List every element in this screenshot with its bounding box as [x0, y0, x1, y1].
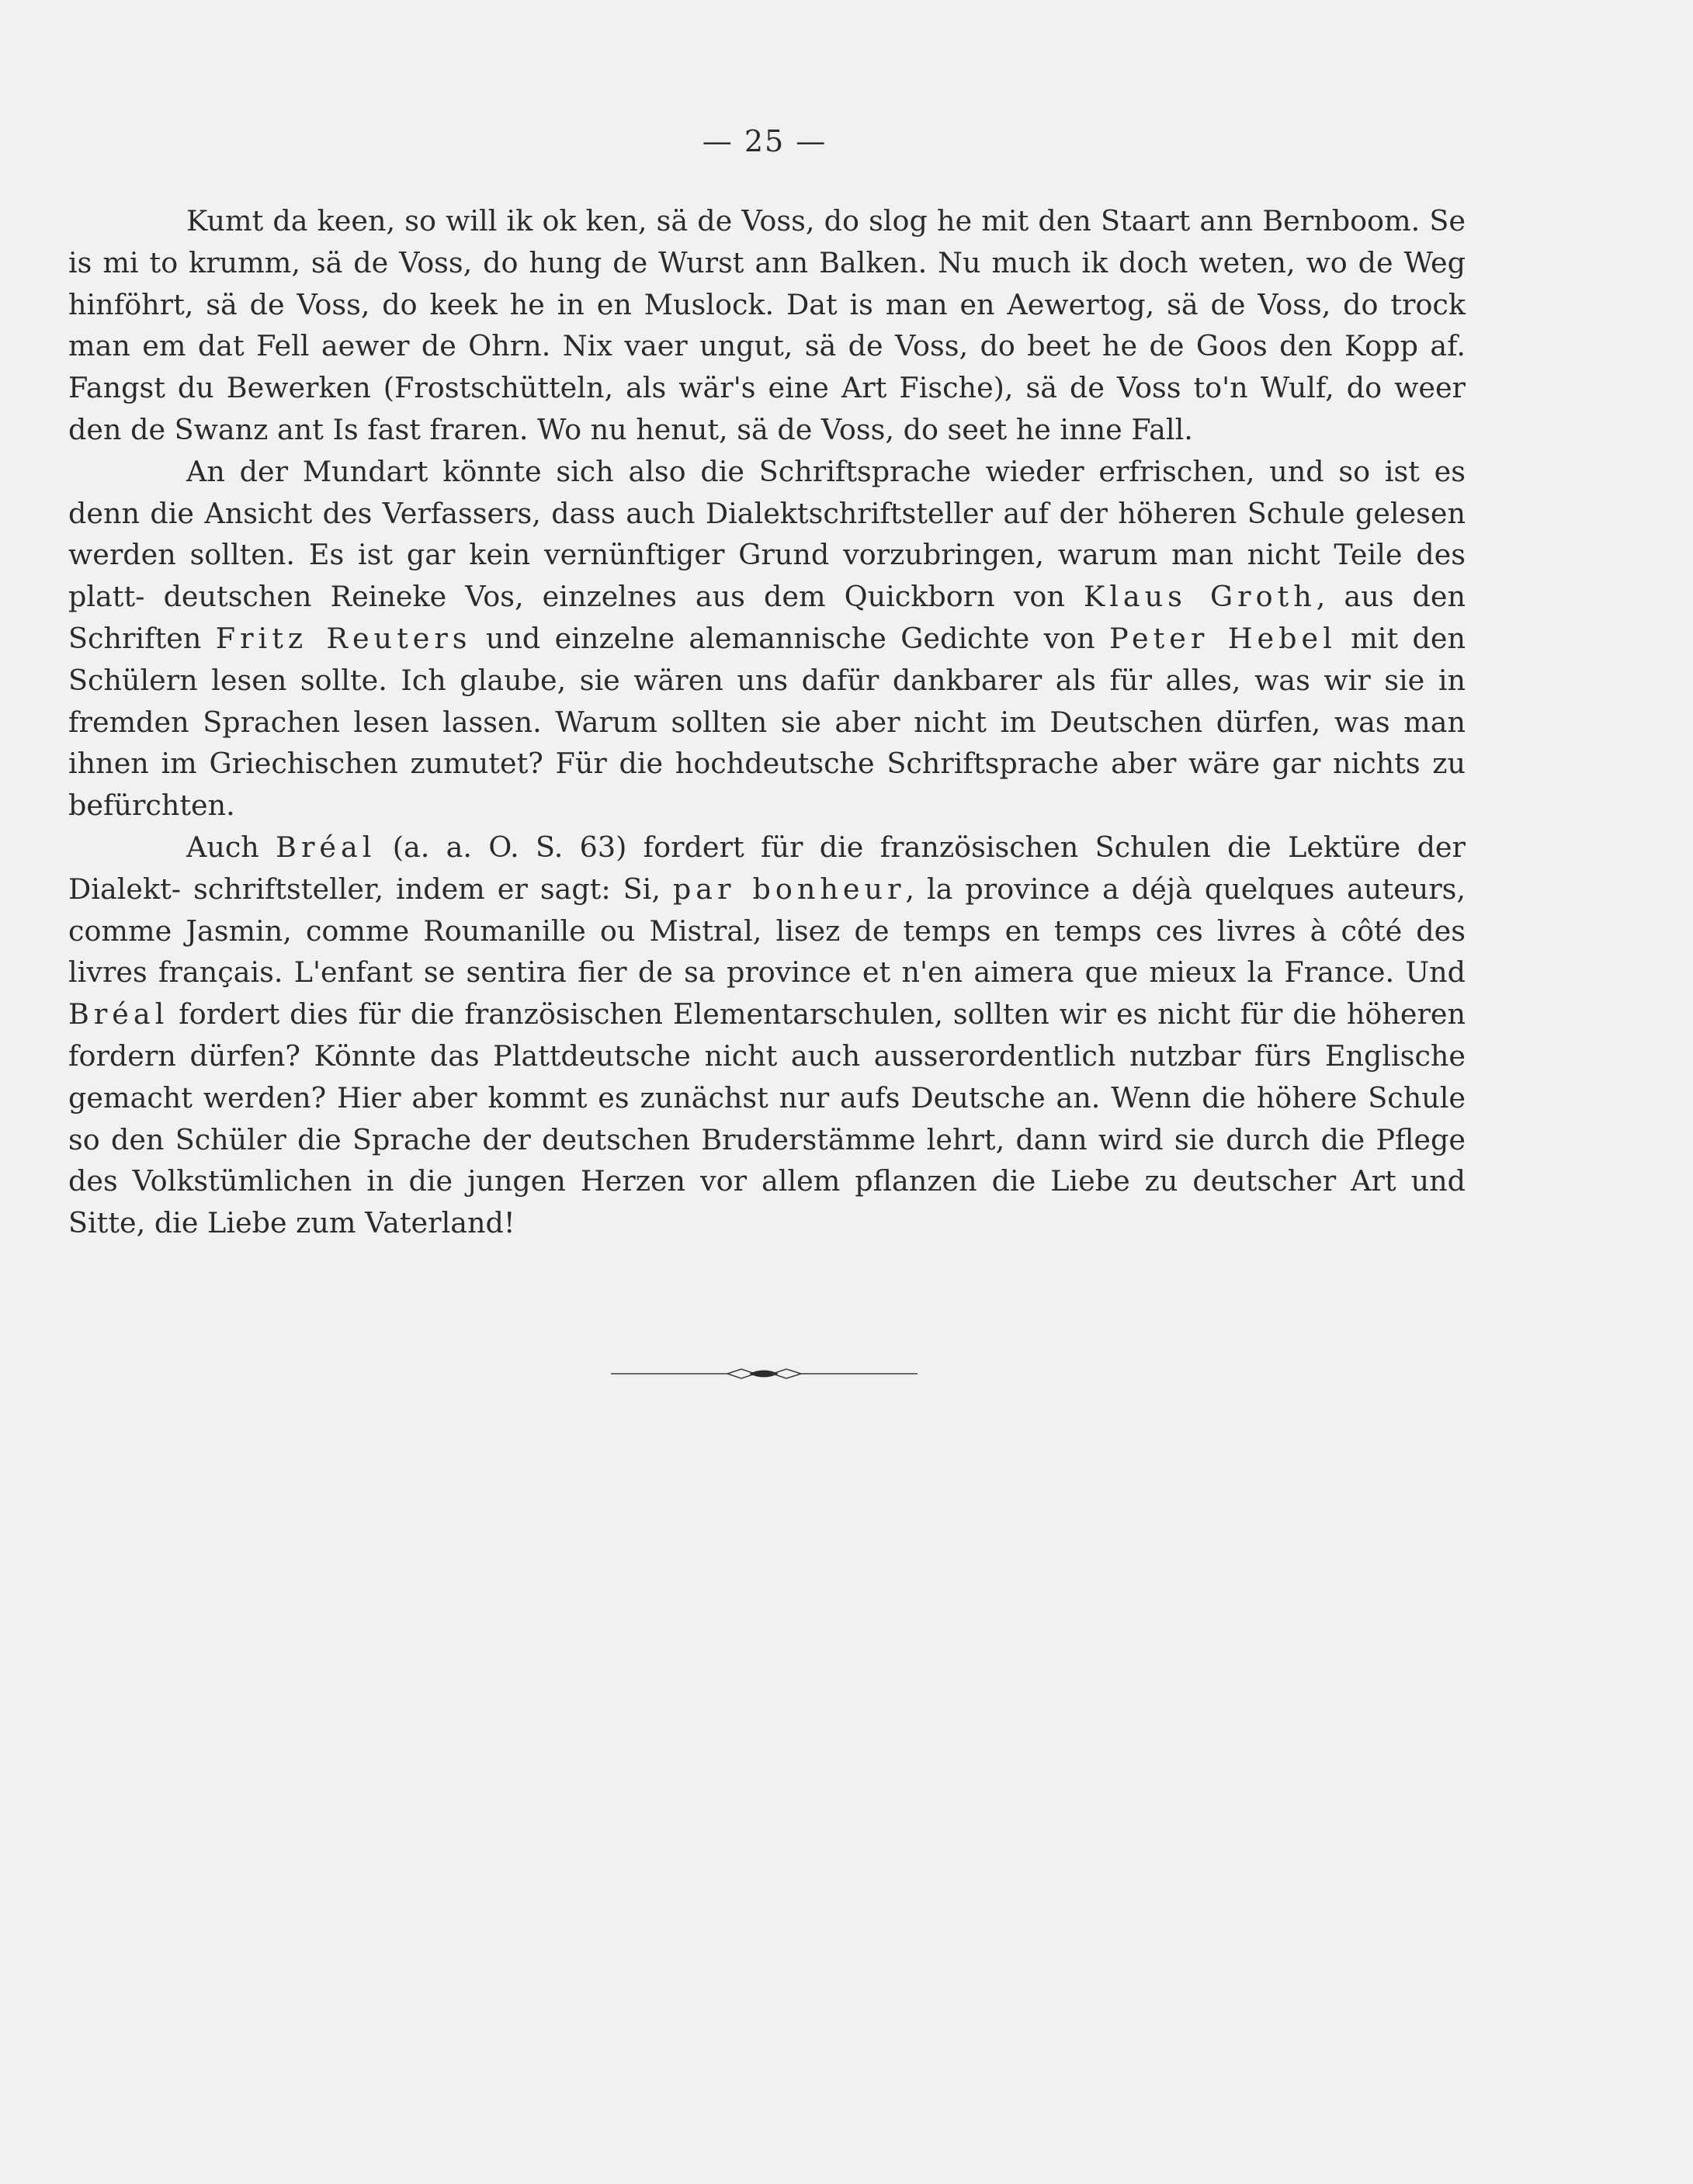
page-number: — 25 —	[702, 124, 827, 158]
paragraph-3-text-4: fordert dies für die französischen Elementarschulen, sollten wir es nicht für die höheren fordern dürfen? Könnte das Plattdeutsche nicht auch ausserordentlich nutzbar fürs Englische gemacht werden? Hier aber kommt es zunächst nur aufs Deutsche an. Wenn die höhere Schule so den Schüler die Sprache der deutschen Bruderstämme lehrt, dann wird sie durch die Pflege des Volkstümlichen in die jungen Herzen vor allem pflanzen die Liebe zu deutscher Art und Sitte, die Liebe zum Vaterland!	[68, 997, 1466, 1240]
body-text	[68, 200, 1466, 1244]
emphasis-par-bonheur: par bonheur	[672, 872, 906, 906]
author-name-groth: Klaus Groth	[1083, 580, 1317, 614]
paragraph-2-text-4: mit den Schülern lesen sollte. Ich glaube, sie wären uns dafür dankbarer als für alles, was wir sie in fremden Sprachen lesen lassen. Warum sollten sie aber nicht im Deutschen dürfen, was man ihnen im Griechischen zumutet? Für die hochdeutsche Schriftsprache aber wäre gar nichts zu befürchten.	[68, 621, 1466, 823]
paragraph-2-text-3: und einzelne alemannische Gedichte von	[471, 621, 1110, 655]
paragraph-3-text-1: Auch	[186, 830, 276, 864]
paragraph-2-text-2: , aus den Schriften	[68, 580, 1466, 655]
paragraph-2	[68, 451, 1466, 827]
paragraph-2-text-1: An der Mundart könnte sich also die Schriftsprache wieder erfrischen, und so ist es denn die Ansicht des Verfassers, dass auch Dialektschriftsteller auf der höheren Schule gelesen werden sollten. Es ist gar kein vernünftiger Grund vorzubringen, warum man nicht Teile des platt- deutschen Reineke Vos, einzelnes aus dem Quickborn von	[68, 454, 1466, 614]
paragraph-1: Kumt da keen, so will ik ok ken, sä de Voss, do slog he mit den Staart ann Bernboom. Se is mi to krumm, sä de Voss, do hung de Wurst ann Balken. Nu much ik doch weten, wo de Weg hinföhrt, sä de Voss, do keek he in en Muslock. Dat is man en Aewertog, sä de Voss, do trock man em dat Fell aewer de Ohrn. Nix vaer ungut, sä de Voss, do beet he de Goos den Kopp af. Fangst du Bewerken (Frostschütteln, als wär's eine Art Fische), sä de Voss to'n Wulf, do weer den de Swanz ant Is fast fraren. Wo nu henut, sä de Voss, do seet he inne Fall.	[68, 204, 1466, 446]
author-name-breal: Bréal	[276, 830, 376, 864]
author-name-reuter: Fritz Reuters	[215, 621, 472, 655]
fleuron-divider	[611, 1366, 918, 1381]
paragraph-3-text-3: , la province a déjà quelques auteurs, comme Jasmin, comme Roumanille ou Mistral, lisez de temps en temps ces livres à côté des livres français. L'enfant se sentira fier de sa province et n'en aimera que mieux la France. Und	[68, 872, 1466, 990]
author-name-hebel: Peter Hebel	[1109, 621, 1337, 655]
paragraph-3	[68, 827, 1466, 1244]
author-name-breal-2: Bréal	[68, 997, 169, 1031]
paragraph-3-text-2: (a. a. O. S. 63) fordert für die französischen Schulen die Lektüre der Dialekt- schriftsteller, indem er sagt: Si,	[68, 830, 1466, 906]
